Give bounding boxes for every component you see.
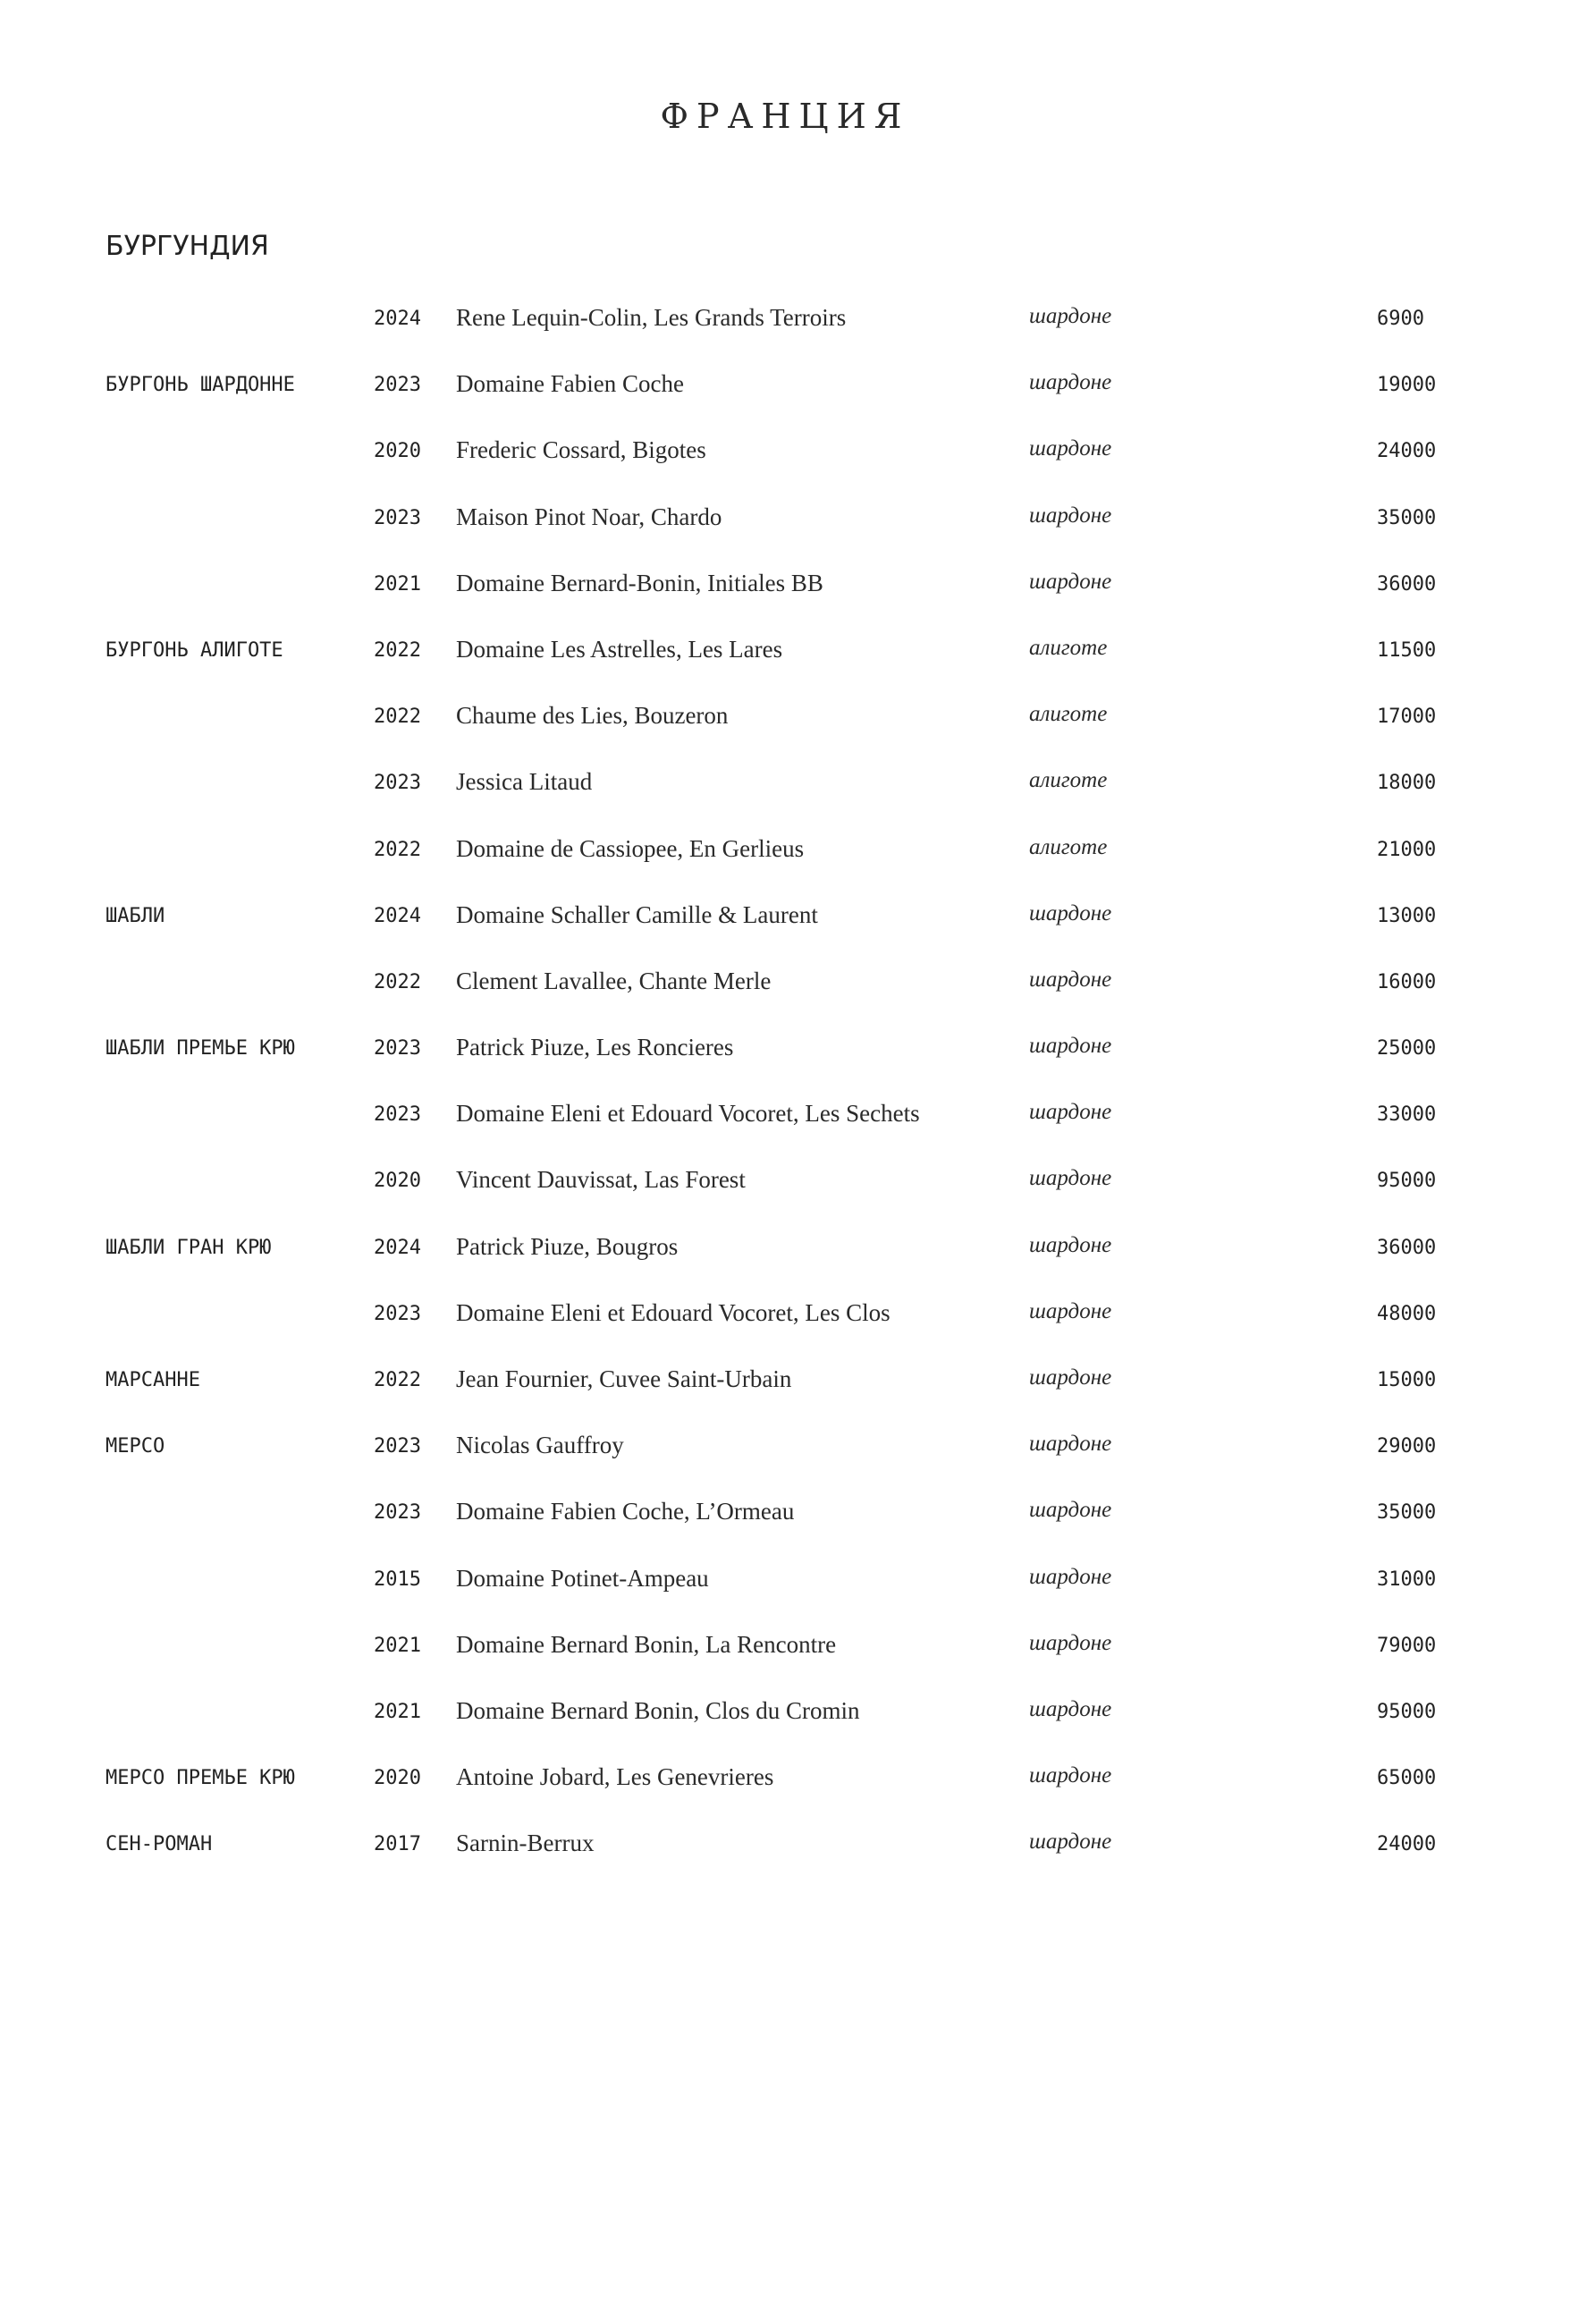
wine-grape: шардоне (1029, 370, 1112, 395)
wine-row (0, 892, 1570, 959)
section-title: БУРГУНДИЯ (106, 231, 269, 262)
wine-row (0, 561, 1570, 627)
wine-grape: шардоне (1029, 1232, 1112, 1257)
wine-vintage: 2021 (374, 1700, 421, 1723)
wine-row (0, 759, 1570, 825)
wine-row (0, 1290, 1570, 1356)
wine-vintage: 2022 (374, 838, 421, 861)
wine-region: СЕН-РОМАН (106, 1833, 213, 1856)
wine-vintage: 2021 (374, 1634, 421, 1657)
wine-price: 16000 (1377, 970, 1437, 993)
wine-row (0, 361, 1570, 427)
wine-price: 17000 (1377, 706, 1437, 729)
wine-row (0, 959, 1570, 1025)
wine-grape: шардоне (1029, 1298, 1112, 1323)
wine-price: 29000 (1377, 1435, 1437, 1458)
wine-name: Domaine Bernard Bonin, Clos du Cromin (456, 1696, 860, 1724)
wine-name: Patrick Piuze, Bougros (456, 1232, 679, 1260)
wine-row (0, 1224, 1570, 1290)
wine-price: 25000 (1377, 1037, 1437, 1061)
wine-price: 13000 (1377, 904, 1437, 927)
wine-vintage: 2022 (374, 970, 421, 993)
wine-row (0, 693, 1570, 759)
wine-list (0, 295, 1570, 1888)
wine-grape: шардоне (1029, 1696, 1112, 1721)
wine-price: 24000 (1377, 440, 1437, 463)
wine-grape: шардоне (1029, 1166, 1112, 1191)
wine-row (0, 1556, 1570, 1622)
wine-vintage: 2022 (374, 638, 421, 662)
wine-vintage: 2020 (374, 440, 421, 463)
wine-name: Frederic Cossard, Bigotes (456, 436, 706, 464)
wine-row (0, 627, 1570, 693)
wine-grape: шардоне (1029, 503, 1112, 528)
wine-name: Domaine Bernard Bonin, La Rencontre (456, 1630, 837, 1658)
wine-price: 48000 (1377, 1302, 1437, 1325)
wine-row (0, 295, 1570, 361)
wine-name: Rene Lequin-Colin, Les Grands Terroirs (456, 304, 847, 331)
wine-name: Domaine de Cassiopee, En Gerlieus (456, 834, 805, 862)
wine-grape: шардоне (1029, 304, 1112, 328)
wine-vintage: 2020 (374, 1170, 421, 1193)
wine-price: 95000 (1377, 1170, 1437, 1193)
wine-grape: шардоне (1029, 1498, 1112, 1523)
wine-name: Domaine Fabien Coche, L’Ormeau (456, 1498, 795, 1525)
wine-price: 95000 (1377, 1700, 1437, 1723)
wine-row (0, 1754, 1570, 1821)
wine-name: Antoine Jobard, Les Genevrieres (456, 1763, 774, 1791)
wine-name: Jessica Litaud (456, 768, 593, 796)
wine-row (0, 1356, 1570, 1423)
wine-price: 35000 (1377, 1501, 1437, 1525)
wine-price: 36000 (1377, 572, 1437, 596)
wine-vintage: 2023 (374, 1103, 421, 1127)
wine-price: 36000 (1377, 1236, 1437, 1259)
wine-grape: алиготе (1029, 702, 1108, 727)
wine-grape: шардоне (1029, 569, 1112, 594)
wine-name: Domaine Bernard-Bonin, Initiales BB (456, 569, 823, 596)
wine-grape: алиготе (1029, 834, 1108, 859)
wine-vintage: 2023 (374, 1435, 421, 1458)
wine-vintage: 2020 (374, 1767, 421, 1790)
wine-region: ШАБЛИ ГРАН КРЮ (106, 1236, 272, 1259)
wine-vintage: 2015 (374, 1568, 421, 1591)
wine-name: Maison Pinot Noar, Chardo (456, 503, 722, 530)
wine-vintage: 2023 (374, 506, 421, 529)
wine-name: Patrick Piuze, Les Roncieres (456, 1034, 734, 1061)
wine-grape: шардоне (1029, 1432, 1112, 1457)
wine-name: Clement Lavallee, Chante Merle (456, 967, 772, 994)
wine-price: 11500 (1377, 638, 1437, 662)
wine-region: ШАБЛИ (106, 904, 165, 927)
wine-grape: шардоне (1029, 1763, 1112, 1788)
wine-vintage: 2023 (374, 1302, 421, 1325)
wine-region: МАРСАННЕ (106, 1369, 200, 1391)
wine-grape: шардоне (1029, 967, 1112, 992)
page-title: ФРАНЦИЯ (660, 97, 910, 136)
wine-grape: шардоне (1029, 1100, 1112, 1125)
wine-price: 65000 (1377, 1767, 1437, 1790)
wine-row (0, 1025, 1570, 1091)
wine-region: МЕРСО (106, 1435, 165, 1458)
wine-price: 6900 (1377, 308, 1424, 330)
wine-price: 19000 (1377, 374, 1437, 397)
wine-name: Domaine Les Astrelles, Les Lares (456, 635, 783, 663)
wine-name: Domaine Eleni et Edouard Vocoret, Les Clos (456, 1298, 891, 1326)
wine-vintage: 2022 (374, 1369, 421, 1391)
wine-vintage: 2023 (374, 772, 421, 795)
wine-vintage: 2023 (374, 1501, 421, 1525)
wine-price: 24000 (1377, 1833, 1437, 1856)
wine-grape: шардоне (1029, 436, 1112, 461)
wine-vintage: 2023 (374, 374, 421, 397)
wine-name: Domaine Eleni et Edouard Vocoret, Les Sechets (456, 1100, 920, 1128)
wine-vintage: 2023 (374, 1037, 421, 1061)
wine-price: 31000 (1377, 1568, 1437, 1591)
wine-vintage: 2022 (374, 706, 421, 729)
wine-name: Nicolas Gauffroy (456, 1432, 624, 1459)
wine-name: Domaine Schaller Camille & Laurent (456, 900, 818, 928)
wine-name: Sarnin-Berrux (456, 1830, 595, 1857)
wine-grape: шардоне (1029, 1830, 1112, 1855)
wine-name: Chaume des Lies, Bouzeron (456, 702, 729, 730)
wine-vintage: 2017 (374, 1833, 421, 1856)
wine-price: 35000 (1377, 506, 1437, 529)
wine-row (0, 1423, 1570, 1489)
wine-grape: шардоне (1029, 900, 1112, 925)
wine-name: Vincent Dauvissat, Las Forest (456, 1166, 746, 1194)
wine-grape: шардоне (1029, 1564, 1112, 1589)
wine-grape: шардоне (1029, 1034, 1112, 1059)
wine-row (0, 494, 1570, 561)
wine-grape: шардоне (1029, 1630, 1112, 1655)
wine-price: 21000 (1377, 838, 1437, 861)
wine-region: БУРГОНЬ АЛИГОТЕ (106, 638, 283, 662)
wine-price: 18000 (1377, 772, 1437, 795)
wine-price: 15000 (1377, 1369, 1437, 1391)
wine-region: ШАБЛИ ПРЕМЬЕ КРЮ (106, 1037, 295, 1061)
wine-vintage: 2021 (374, 572, 421, 596)
wine-price: 79000 (1377, 1634, 1437, 1657)
wine-region: МЕРСО ПРЕМЬЕ КРЮ (106, 1767, 295, 1790)
wine-grape: алиготе (1029, 635, 1108, 660)
wine-row (0, 1091, 1570, 1157)
wine-row (0, 1688, 1570, 1754)
wine-price: 33000 (1377, 1103, 1437, 1127)
wine-row (0, 1489, 1570, 1555)
wine-grape: шардоне (1029, 1365, 1112, 1390)
wine-region: БУРГОНЬ ШАРДОННЕ (106, 374, 295, 397)
wine-row (0, 1821, 1570, 1887)
wine-name: Jean Fournier, Cuvee Saint-Urbain (456, 1365, 792, 1392)
wine-row (0, 826, 1570, 892)
wine-vintage: 2024 (374, 1236, 421, 1259)
wine-name: Domaine Potinet-Ampeau (456, 1564, 709, 1592)
wine-row (0, 427, 1570, 494)
wine-vintage: 2024 (374, 308, 421, 330)
wine-row (0, 1157, 1570, 1223)
wine-vintage: 2024 (374, 904, 421, 927)
wine-grape: алиготе (1029, 768, 1108, 793)
wine-row (0, 1622, 1570, 1688)
wine-name: Domaine Fabien Coche (456, 370, 684, 398)
